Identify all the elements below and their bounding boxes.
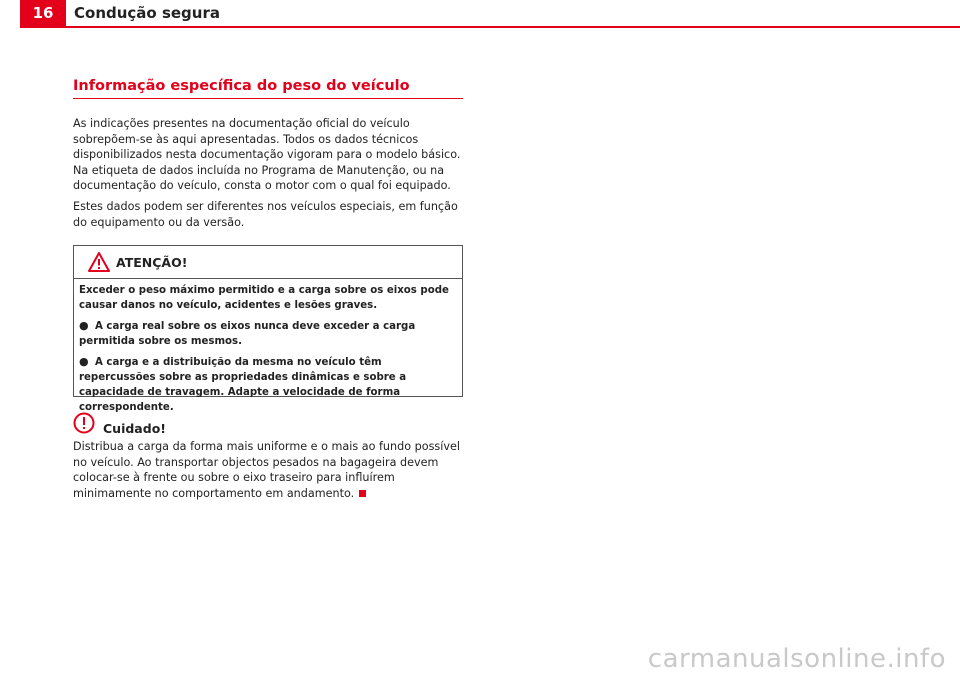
warning-box [73,245,463,413]
warning-bullet-text: A carga real sobre os eixos nunca deve exceder a carga permitida sobre os mesmos. [79,321,416,347]
section-title: Informação específica do peso do veículo [73,78,463,99]
caution-text-body: Distribua a carga da forma mais uniforme e o mais ao fundo possível no veículo. Ao transportar objectos pesados na bagageira devem colocar-se à frente ou sobre o eixo traseiro para influírem minimamente no comportamento em andamento. [73,440,460,500]
bullet-icon: ● [79,355,89,368]
warning-intro: Exceder o peso máximo permitido e a carga sobre os eixos pode causar danos no veículo, acidentes e lesões graves. [79,285,449,311]
warning-bullet-text: A carga e a distribuição da mesma no veículo têm repercussões sobre as propriedades dinâmicas e sobre a capacidade de travagem. Adapte a velocidade de forma correspondente. [79,357,407,413]
warning-title: ATENÇÃO! [116,255,188,270]
warning-body [74,279,462,415]
caution-title: Cuidado! [103,421,166,436]
paragraph-2: Estes dados podem ser diferentes nos veículos especiais, em função do equipamento ou da versão. [73,200,458,229]
caution-text [73,439,465,501]
warning-header [74,246,462,279]
end-marker-icon [359,490,366,497]
warning-bullet-2 [79,354,457,415]
page-number: 16 [20,0,66,26]
warning-triangle-icon [88,252,110,272]
caution-exclamation-icon [73,412,95,434]
running-title: Condução segura [74,4,220,22]
watermark: carmanualsonline.info [647,644,946,674]
bullet-icon: ● [79,319,89,332]
header-rule [20,26,960,28]
paragraph-1: As indicações presentes na documentação oficial do veículo sobrepõem-se às aqui apresentadas. Todos os dados técnicos disponibilizados nesta documentação vigoram para o modelo básico. Na etiqueta de dados incluída no Programa de Manutenção, ou na documentação do veículo, consta o motor com o qual foi equipado. [73,117,461,192]
page-header [0,0,960,28]
warning-bullet-1 [79,318,457,349]
